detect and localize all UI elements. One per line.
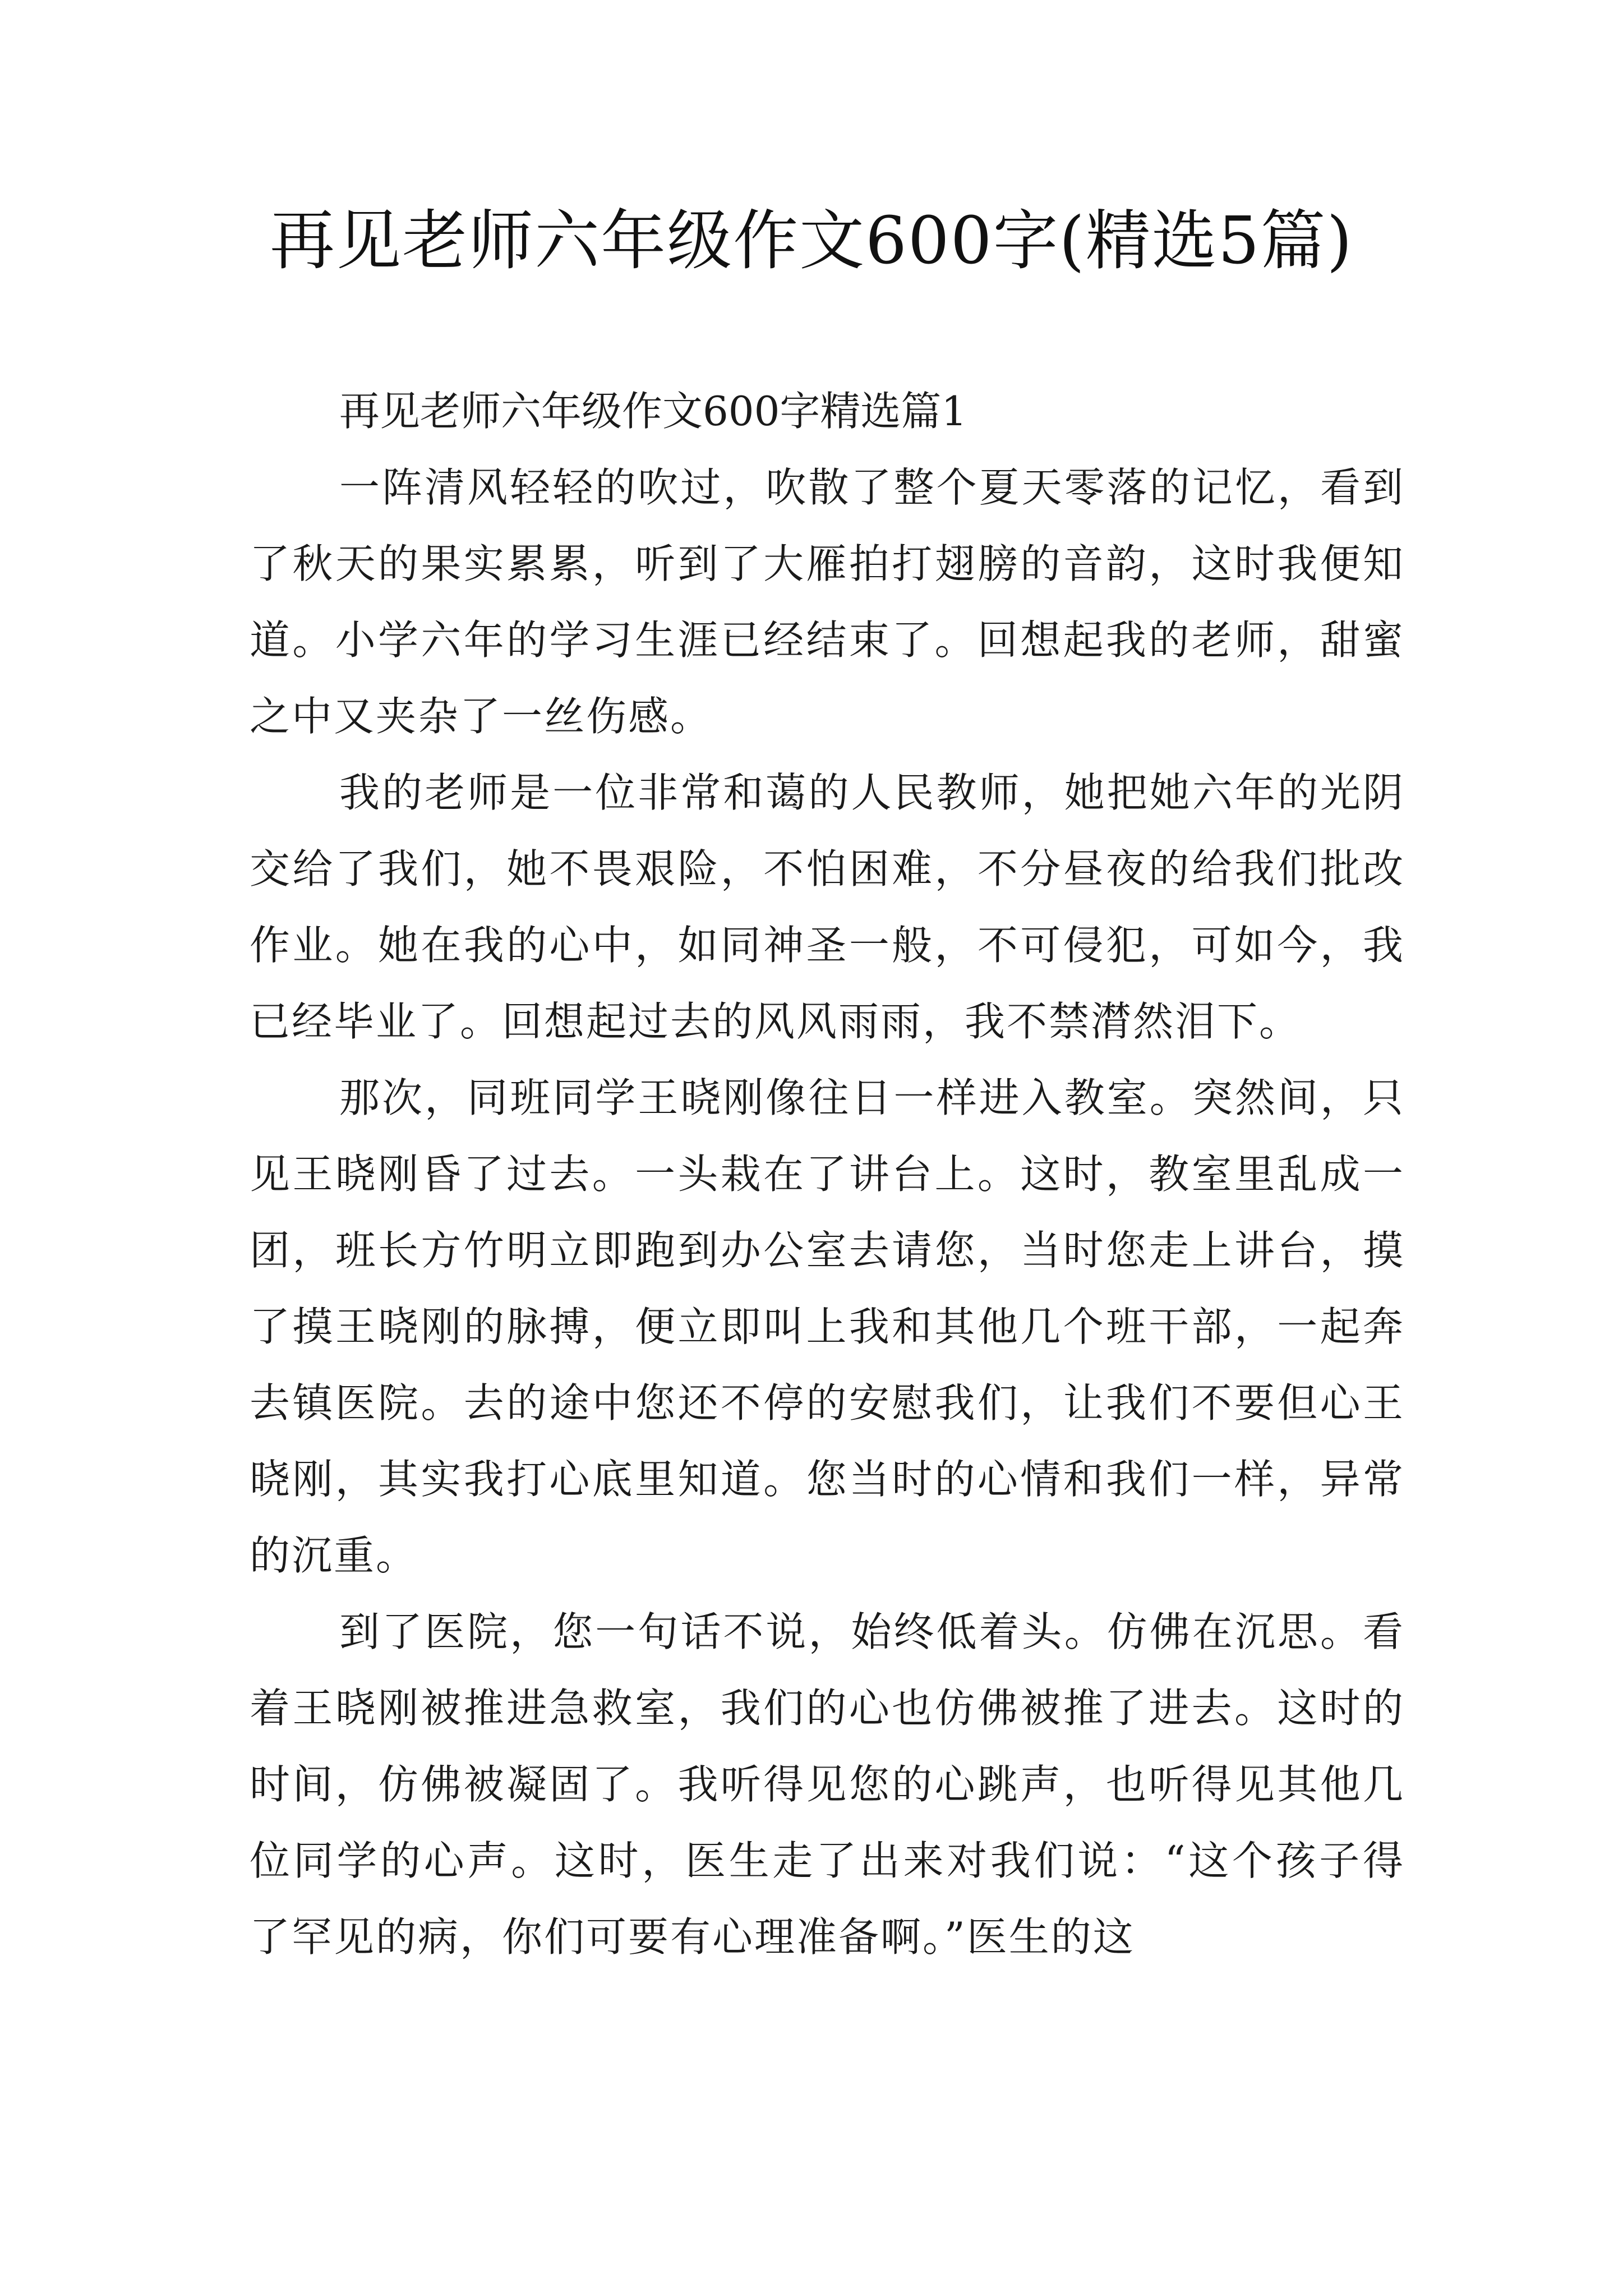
document-title: 再见老师六年级作文600字(精选5篇)	[270, 203, 1353, 279]
paragraph: 我的老师是一位非常和蔼的人民教师，她把她六年的光阴交给了我们，她不畏艰险，不怕困难，不分昼夜的给我们批改作业。她在我的心中，如同神圣一般，不可侵犯，可如今，我已经毕业了。回想起过去的风风雨雨，我不禁潸然泪下。	[250, 769, 1405, 1045]
article-body	[250, 373, 1405, 1975]
paragraph: 到了医院，您一句话不说，始终低着头。仿佛在沉思。看着王晓刚被推进急救室，我们的心也仿佛被推了进去。这时的时间，仿佛被凝固了。我听得见您的心跳声，也听得见其他几位同学的心声。这时，医生走了出来对我们说：“这个孩子得了罕见的病，你们可要有心理准备啊。”医生的这	[250, 1608, 1405, 1961]
paragraph: 一阵清风轻轻的吹过，吹散了整个夏天零落的记忆，看到了秋天的果实累累，听到了大雁拍打翅膀的音韵，这时我便知道。小学六年的学习生涯已经结束了。回想起我的老师，甜蜜之中又夹杂了一丝伤感。	[250, 464, 1405, 740]
paragraph: 那次，同班同学王晓刚像往日一样进入教室。突然间，只见王晓刚昏了过去。一头栽在了讲台上。这时，教室里乱成一团，班长方竹明立即跑到办公室去请您，当时您走上讲台，摸了摸王晓刚的脉搏，便立即叫上我和其他几个班干部，一起奔去镇医院。去的途中您还不停的安慰我们，让我们不要但心王晓刚，其实我打心底里知道。您当时的心情和我们一样，异常的沉重。	[250, 1074, 1405, 1579]
section-heading: 再见老师六年级作文600字精选篇1	[339, 388, 967, 435]
